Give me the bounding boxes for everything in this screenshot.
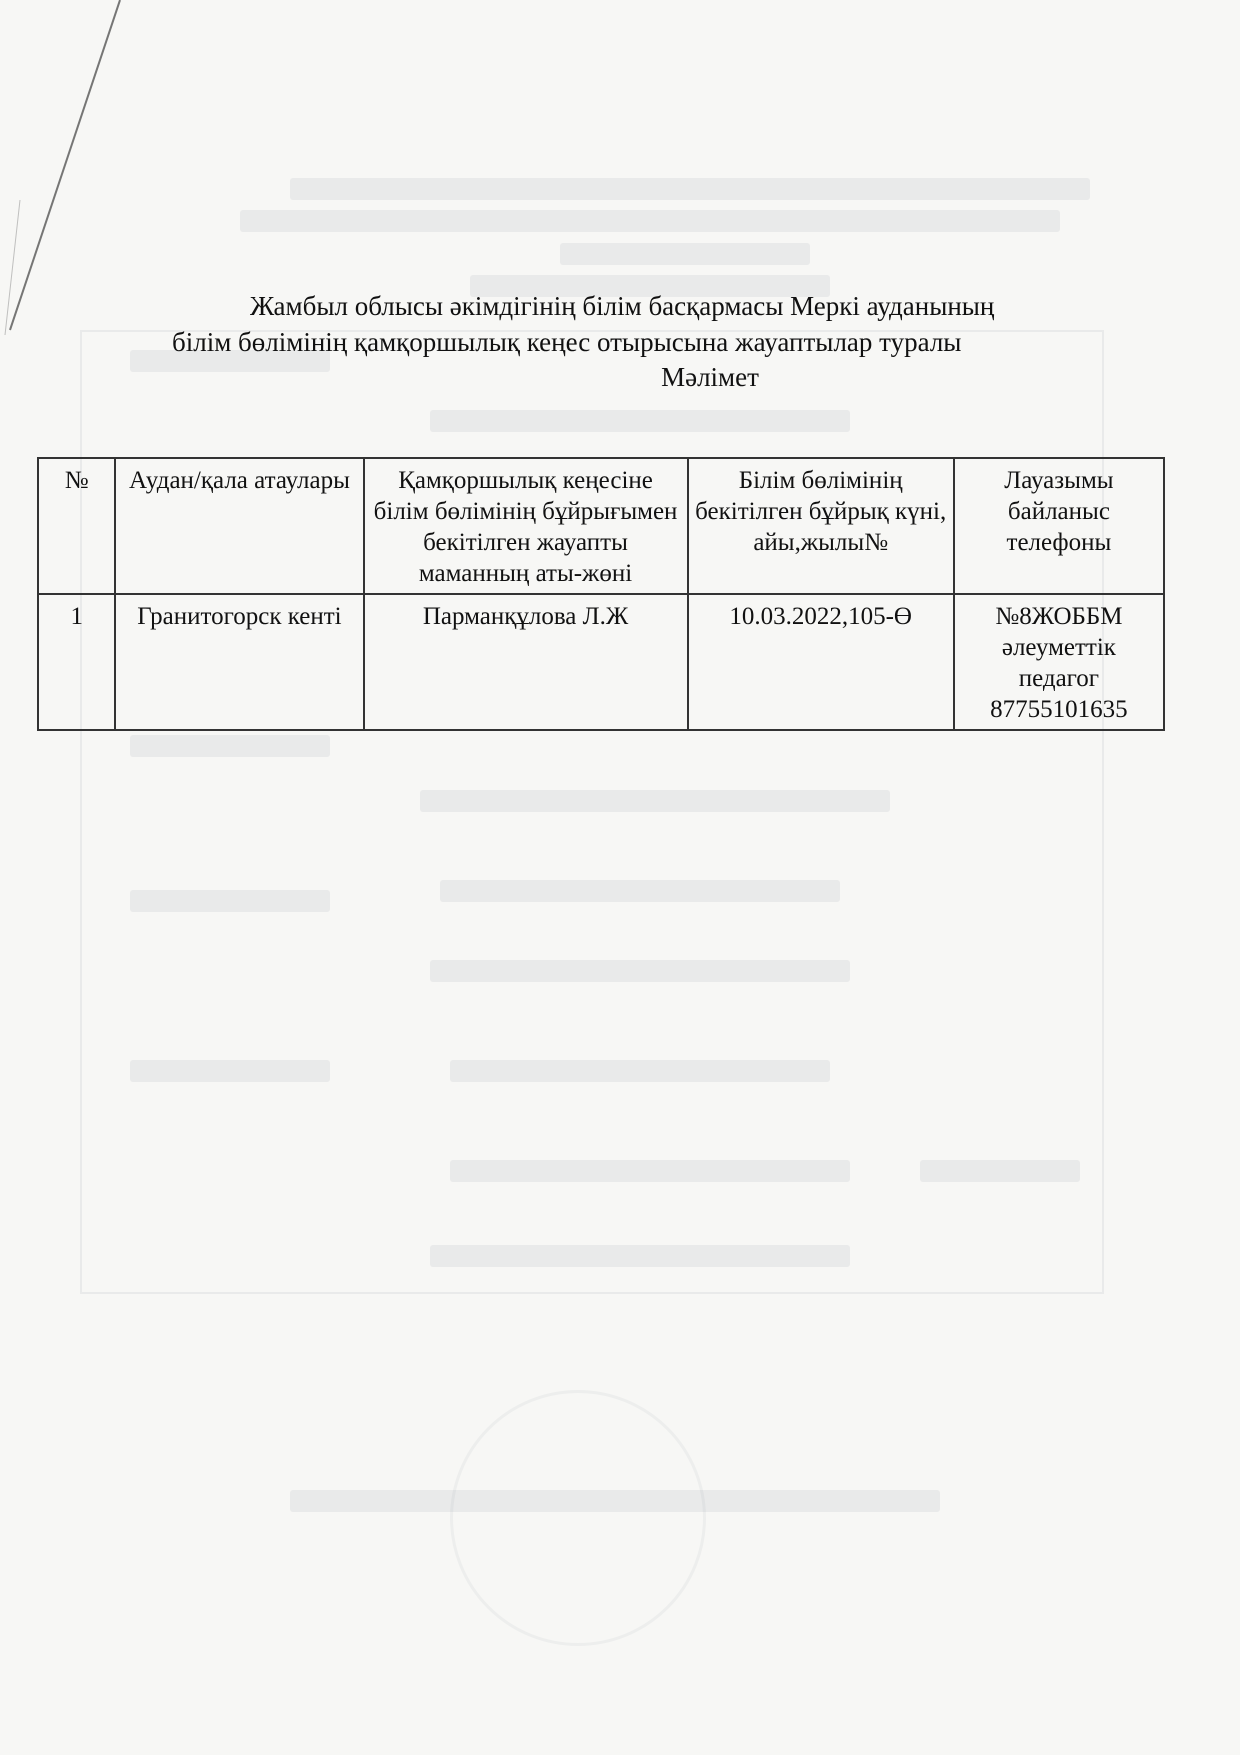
cell-number: 1 — [38, 594, 115, 730]
header-order-date: Білім бөлімінің бекітілген бұйрық күні, айы,жылы№ — [688, 458, 954, 594]
title-line-1: Жамбыл облысы әкімдігінің білім басқармасы Меркі ауданының — [250, 291, 995, 321]
cell-position: №8ЖОББМ әлеуметтік педагог — [995, 603, 1123, 692]
header-number: № — [38, 458, 115, 594]
table-header-row — [38, 458, 1164, 594]
title-line-3: Мәлімет — [661, 362, 759, 392]
cell-order: 10.03.2022,105-Ө — [688, 594, 954, 730]
header-responsible-name: Қамқоршылық кеңесіне білім бөлімінің бұйрығымен бекітілген жауапты маманның аты-жөні — [364, 458, 688, 594]
title-line-2: білім бөлімінің қамқоршылық кеңес отырысына жауаптылар туралы — [172, 327, 962, 357]
cell-position-phone — [954, 594, 1164, 730]
cell-area: Гранитогорск кенті — [115, 594, 363, 730]
table-row — [38, 594, 1164, 730]
cell-name: Парманқұлова Л.Ж — [364, 594, 688, 730]
header-position-phone: Лауазымы байланыс телефоны — [954, 458, 1164, 594]
header-area: Аудан/қала атаулары — [115, 458, 363, 594]
cell-phone: 87755101635 — [990, 696, 1128, 723]
responsibles-table — [37, 457, 1165, 731]
